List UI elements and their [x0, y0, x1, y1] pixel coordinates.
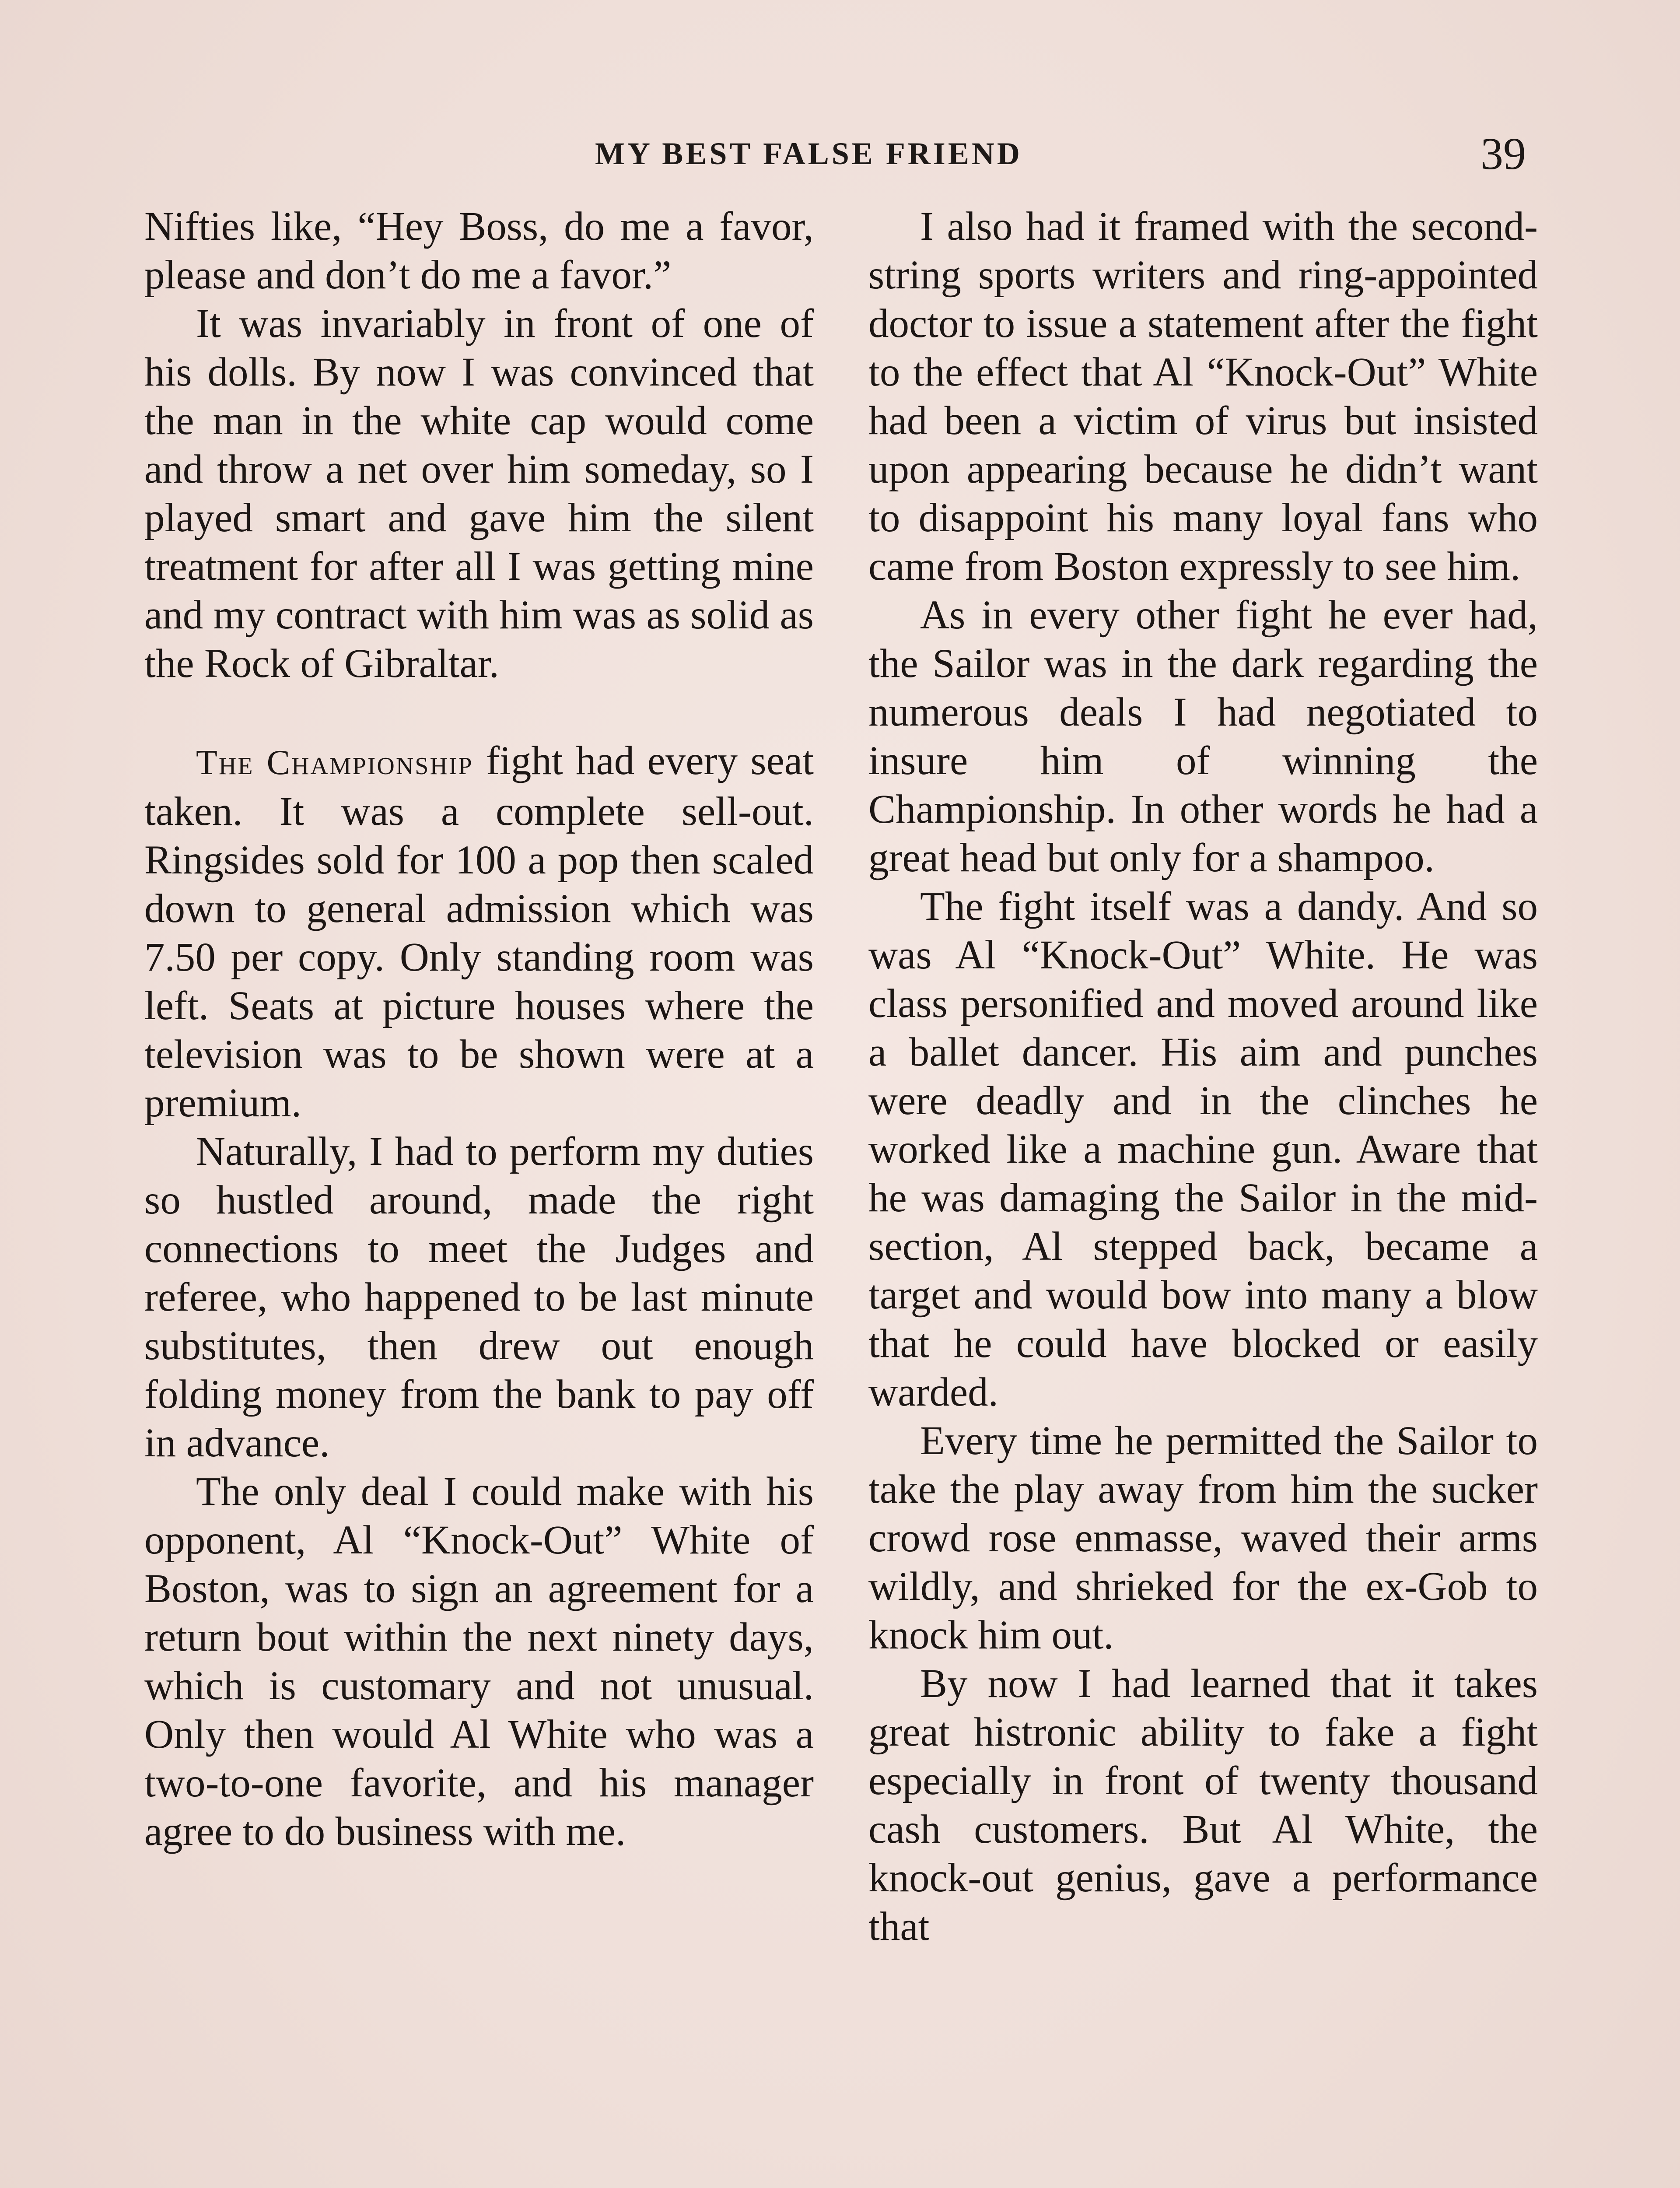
right-column [868, 202, 1538, 2188]
paragraph: Naturally, I had to perform my duties so hustled around, made the right connections to meet the Judges and referee, who happened to be last minute substitutes, then drew out enough folding money from the bank to pay off in advance. [144, 1129, 814, 1466]
page-number: 39 [1480, 129, 1526, 179]
section-break [144, 688, 814, 736]
left-column [144, 202, 814, 2188]
paragraph: The only deal I could make with his opponent, Al “Knock-Out” White of Boston, was to sign an agreement for a return bout within the next ninety days, which is customary and not unusual. Only then would Al White who was a two-to-one favorite, and his manager agree to do business with me. [144, 1469, 814, 1854]
paragraph: Every time he permitted the Sailor to take the play away from him the sucker crowd rose enmasse, waved their arms wildly, and shrieked for the ex-Gob to knock him out. [868, 1418, 1538, 1658]
section-lead-in: The Championship [196, 743, 473, 782]
paragraph: The fight itself was a dandy. And so was Al “Knock-Out” White. He was class personified and moved around like a ballet dancer. His aim and punches were deadly and in the clinches he worked like a machine gun. Aware that he was damaging the Sailor in the mid-section, Al stepped back, became a target and would bow into many a blow that he could have blocked or easily warded. [868, 884, 1538, 1415]
paragraph: By now I had learned that it takes great histronic ability to fake a fight especially in front of twenty thousand cash customers. But Al White, the knock-out genius, gave a performance that [868, 1661, 1538, 1949]
paragraph-text: fight had every seat taken. It was a complete sell-out. Ringsides sold for 100 a pop then scaled down to general admission which was 7.50 per copy. Only standing room was left. Seats at picture houses where the television was to be shown were at a premium. [144, 738, 814, 1126]
paragraph: As in every other fight he ever had, the Sailor was in the dark regarding the numerous deals I had negotiated to insure him of winning the Championship. In other words he had a great head but only for a shampoo. [868, 593, 1538, 880]
paragraph: Nifties like, “Hey Boss, do me a favor, please and don’t do me a favor.” [144, 204, 814, 298]
section-opening-paragraph [144, 736, 814, 1127]
running-title: MY BEST FALSE FRIEND [595, 136, 1022, 171]
paragraph: It was invariably in front of one of his dolls. By now I was convinced that the man in the white cap would come and throw a net over him someday, so I played smart and gave him the silent treatment for after all I was getting mine and my contract with him was as solid as the Rock of Gibraltar. [144, 301, 814, 686]
paragraph: I also had it framed with the second-string sports writers and ring-appointed doctor to issue a statement after the fight to the effect that Al “Knock-Out” White had been a victim of virus but insisted upon appearing because he didn’t want to disappoint his many loyal fans who came from Boston expressly to see him. [868, 204, 1538, 589]
